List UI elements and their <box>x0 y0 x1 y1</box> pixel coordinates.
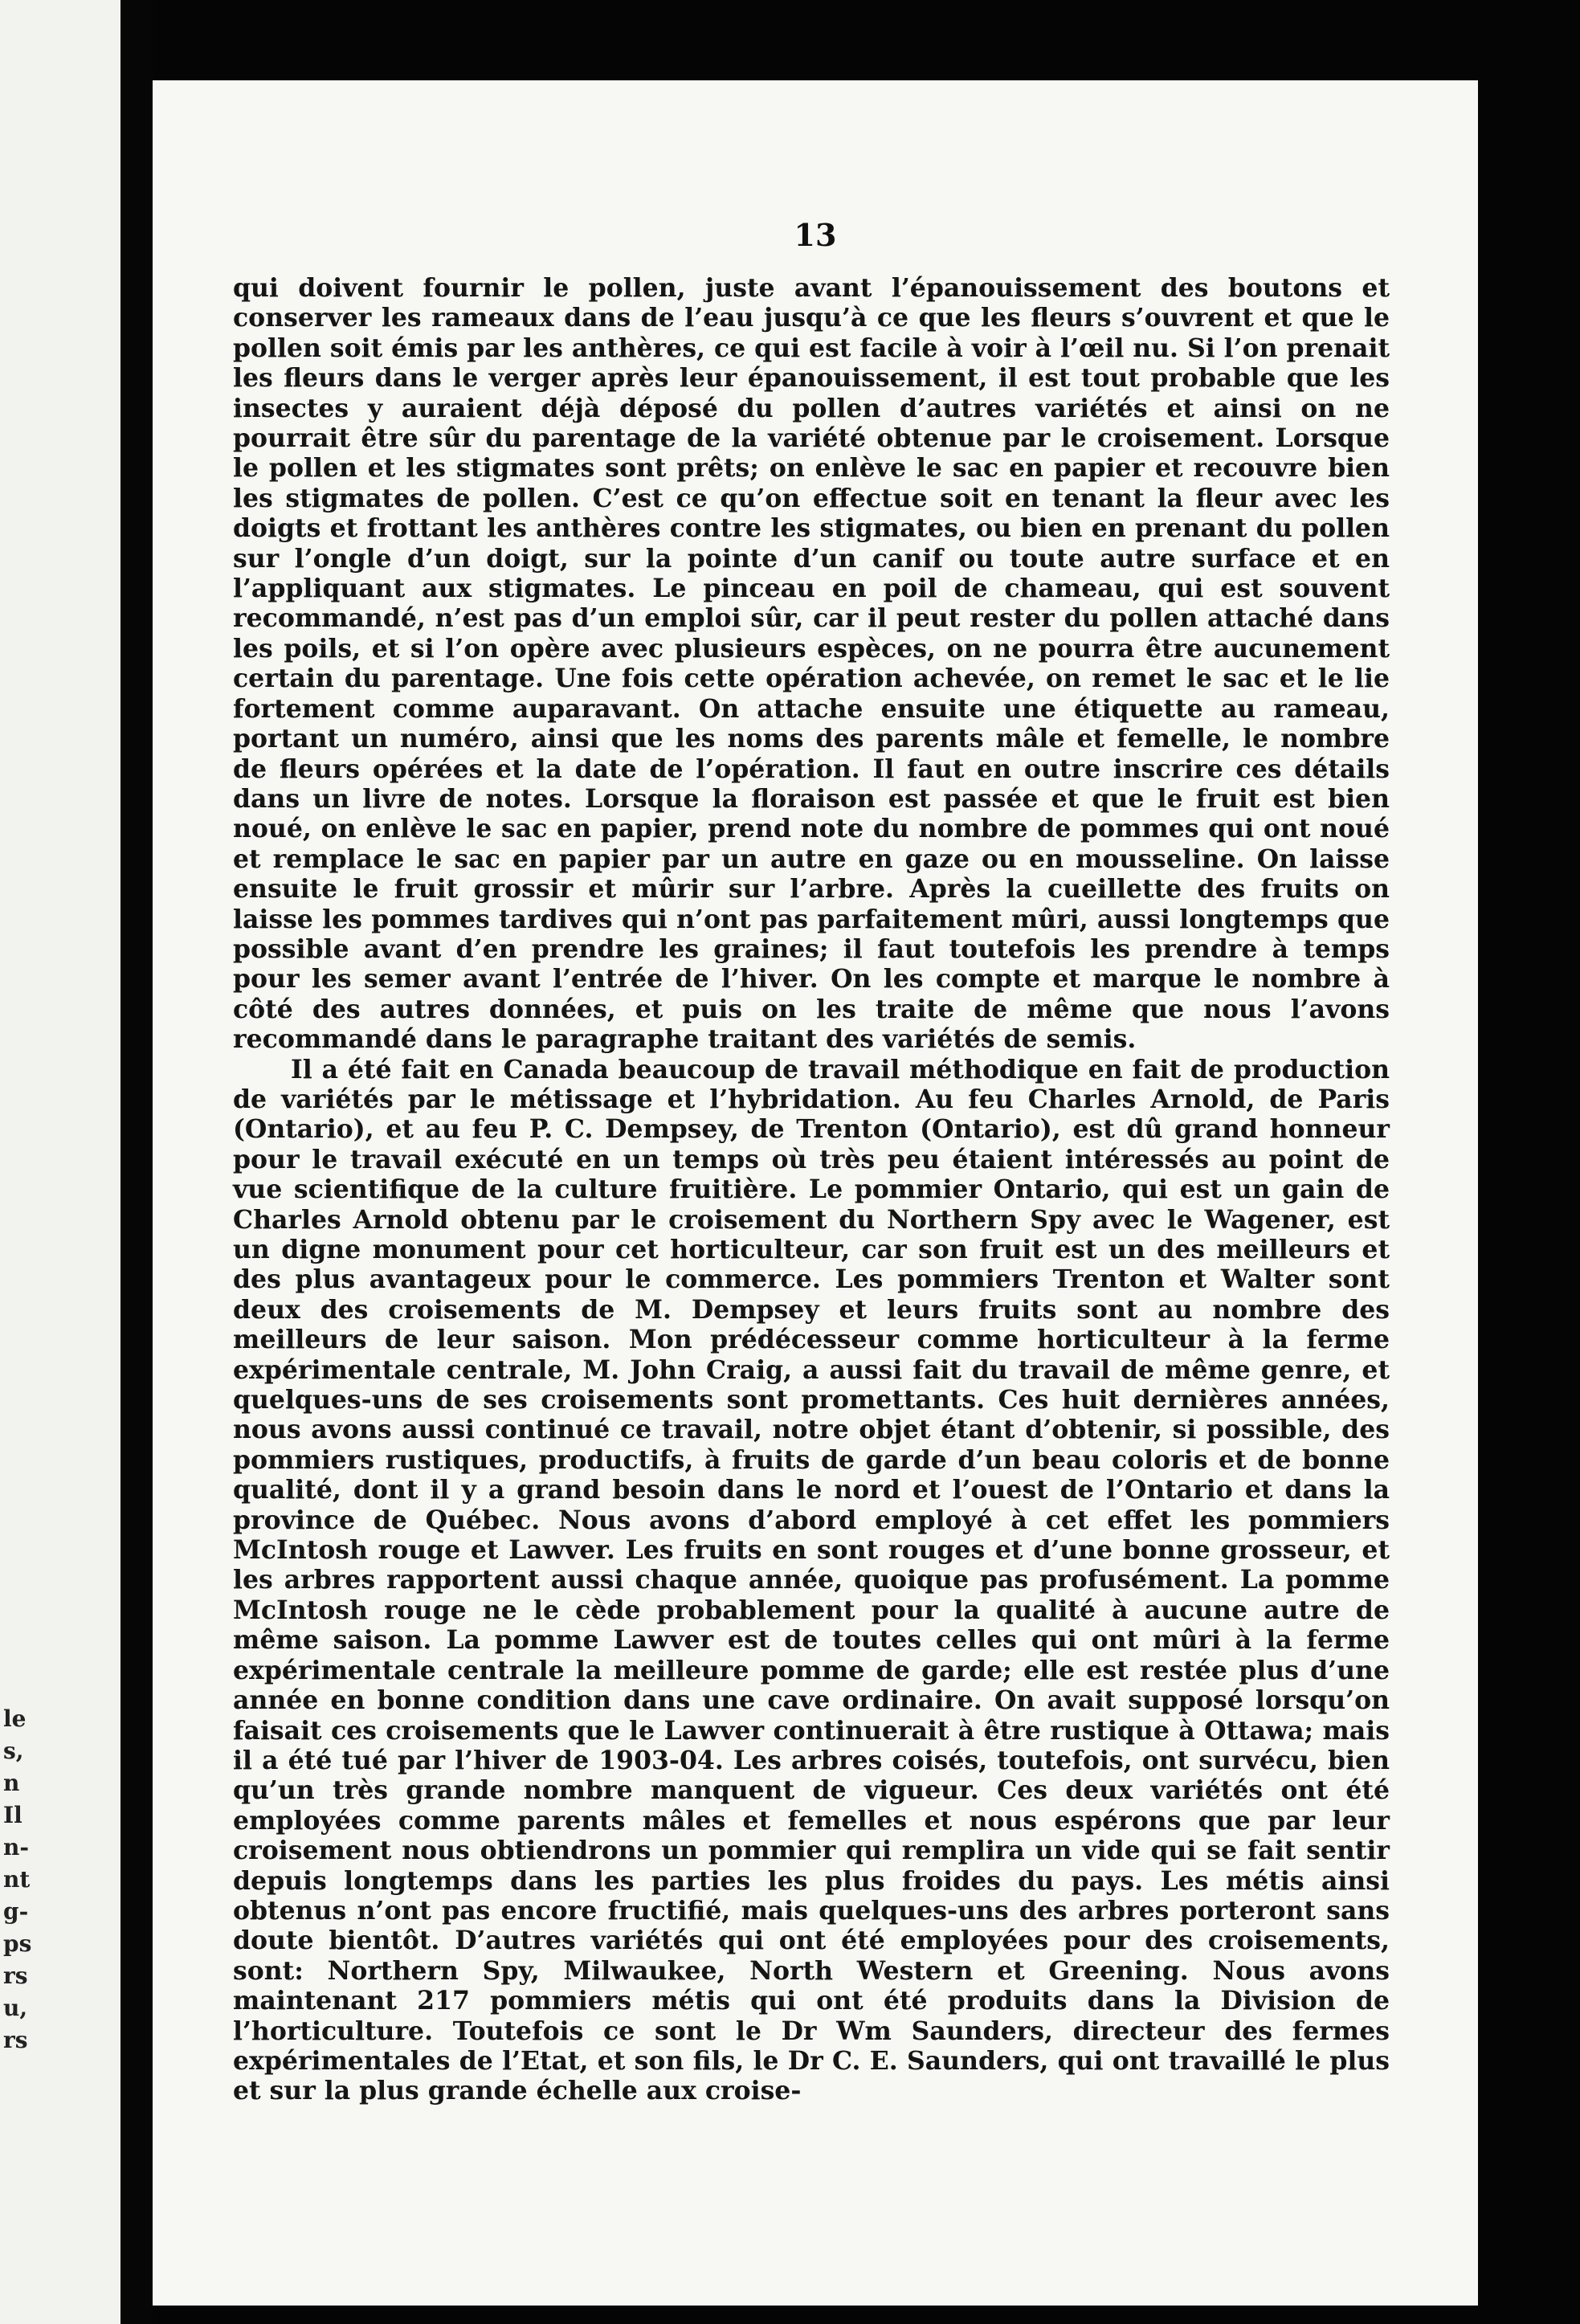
margin-fragment: rs <box>3 2027 28 2053</box>
page-number: 13 <box>794 217 837 253</box>
margin-fragment: Il <box>3 1802 22 1828</box>
margin-fragment: n <box>3 1770 20 1796</box>
margin-fragment: u, <box>3 1995 28 2021</box>
margin-fragment: s, <box>3 1738 24 1764</box>
margin-fragment: g- <box>3 1898 29 1925</box>
margin-fragment: le <box>3 1705 27 1732</box>
paragraph: Il a été fait en Canada beaucoup de travail méthodique en fait de production de variétés par le métissage et l’hybridation. Au feu Charles Arnold, de Paris (Ontario), et au feu P. C. Dempsey, de Trenton (Ontario), est dû grand honneur pour le travail exécuté en un temps où très peu étaient intéressés au point de vue scientifique de la culture fruitière. Le pommier Ontario, qui est un gain de Charles Arnold obtenu par le croisement du Northern Spy avec le Wagener, est un digne monument pour cet horticulteur, car son fruit est un des meilleurs et des plus avantageux pour le commerce. Les pommiers Trenton et Walter sont deux des croisements de M. Dempsey et leurs fruits sont au nombre des meilleurs de leur saison. Mon prédécesseur comme horticulteur à la ferme expérimentale centrale, M. John Craig, a aussi fait du travail de même genre, et quelques-uns de ses croisements sont promettants. Ces huit dernières années, nous avons aussi continué ce travail, notre objet étant d’obtenir, si possible, des pommiers rustiques, productifs, à fruits de garde d’un beau coloris et de bonne qualité, dont il y a grand besoin dans le nord et l’ouest de l’Ontario et dans la province de Québec. Nous avons d’abord employé à cet effet les pommiers McIntosh rouge et Lawver. Les fruits en sont rouges et d’une bonne grosseur, et les arbres rapportent aussi chaque année, quoique pas profusément. La pomme McIntosh rouge ne le cède probablement pour la qualité à aucune autre de même saison. La pomme Lawver est de toutes celles qui ont mûri à la ferme expérimentale centrale la meilleure pomme de garde; elle est restée plus d’une année en bonne condition dans une cave ordinaire. On avait supposé lorsqu’on faisait ces croisements que le Lawver continuerait à être rustique à Ottawa; mais il a été tué par l’hiver de 1903-04. Les arbres coisés, toutefois, ont survécu, bien qu’un très grande nombre manquent de vigueur. Ces deux variétés ont été employées comme parents mâles et femelles et nous espérons que par leur croisement nous obtiendrons un pommier qui remplira un vide qui se fait sentir depuis longtemps dans les parties les plus froides du pays. Les métis ainsi obtenus n’ont pas encore fructifié, mais quelques-uns des arbres porteront sans doute bientôt. D’autres variétés qui ont été employées pour des croisements, sont: Northern Spy, Milwaukee, North Western et Greening. Nous avons maintenant 217 pommiers métis qui ont été produits dans la Division de l’horticulture. Toutefois ce sont le Dr Wm Saunders, directeur des fermes expérimentales de l’Etat, et son fils, le Dr C. E. Saunders, qui ont travaillé le plus et sur la plus grande échelle aux croise- <box>233 1054 1390 2106</box>
margin-fragment: nt <box>3 1866 31 1893</box>
paragraph: qui doivent fournir le pollen, juste avant l’épanouissement des boutons et conserver les rameaux dans de l’eau jusqu’à ce que les fleurs s’ouvrent et que le pollen soit émis par les anthères, ce qui est facile à voir à l’œil nu. Si l’on prenait les fleurs dans le verger après leur épanouissement, il est tout probable que les insectes y auraient déjà déposé du pollen d’autres variétés et ainsi on ne pourrait être sûr du parentage de la variété obtenue par le croisement. Lorsque le pollen et les stigmates sont prêts; on enlève le sac en papier et recouvre bien les stigmates de pollen. C’est ce qu’on effectue soit en tenant la fleur avec les doigts et frottant les anthères contre les stigmates, ou bien en prenant du pollen sur l’ongle d’un doigt, sur la pointe d’un canif ou toute autre surface et en l’appliquant aux stigmates. Le pinceau en poil de chameau, qui est souvent recommandé, n’est pas d’un emploi sûr, car il peut rester du pollen attaché dans les poils, et si l’on opère avec plusieurs espèces, on ne pourra être aucunement certain du parentage. Une fois cette opération achevée, on remet le sac et le lie fortement comme auparavant. On attache ensuite une étiquette au rameau, portant un numéro, ainsi que les noms des parents mâle et femelle, le nombre de fleurs opérées et la date de l’opération. Il faut en outre inscrire ces détails dans un livre de notes. Lorsque la floraison est passée et que le fruit est bien noué, on enlève le sac en papier, prend note du nombre de pommes qui ont noué et remplace le sac en papier par un autre en gaze ou en mousseline. On laisse ensuite le fruit grossir et mûrir sur l’arbre. Après la cueillette des fruits on laisse les pommes tardives qui n’ont pas parfaitement mûri, aussi longtemps que possible avant d’en prendre les graines; il faut toutefois les prendre à temps pour les semer avant l’entrée de l’hiver. On les compte et marque le nombre à côté des autres données, et puis on les traite de même que nous l’avons recommandé dans le paragraphe traitant des variétés de semis. <box>233 273 1390 1055</box>
margin-fragment: rs <box>3 1963 28 1989</box>
document-page <box>153 80 1478 2306</box>
facing-page-edge <box>0 0 141 2324</box>
body-text <box>233 273 1390 2106</box>
margin-fragment: n- <box>3 1834 29 1860</box>
page-gutter <box>120 0 153 2324</box>
margin-fragment: ps <box>3 1930 32 1957</box>
